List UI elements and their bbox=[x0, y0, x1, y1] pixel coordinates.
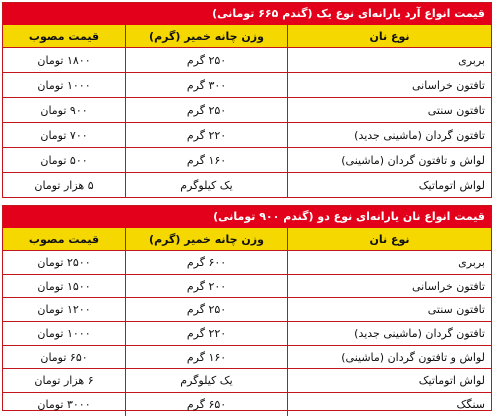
cell-dough-weight: یک کیلوگرم bbox=[125, 369, 287, 392]
header-dough-weight: وزن چانه خمیر (گرم) bbox=[125, 228, 287, 250]
table-title-text: قیمت انواع نان یارانه‌ای نوع دو (گندم ۹۰۰ تومانی) bbox=[213, 210, 485, 223]
cell-price: ۱۰۰۰ تومان bbox=[37, 326, 91, 340]
header-approved-price: قیمت مصوب bbox=[28, 232, 100, 246]
cell-dough-weight: ۶۵۰ گرم bbox=[125, 393, 287, 416]
table-row bbox=[3, 345, 491, 369]
cell-bread-type: بربری bbox=[287, 48, 491, 72]
cell-price: ۲۵۰۰ تومان bbox=[37, 255, 91, 269]
header-dough-weight: وزن چانه خمیر (گرم) bbox=[125, 25, 287, 47]
cell-dough-weight: ۲۵۰ گرم bbox=[125, 298, 287, 321]
cell-dough-weight: یک کیلوگرم bbox=[125, 173, 287, 197]
cell-bread-type: تافتون خراسانی bbox=[287, 275, 491, 298]
table-title bbox=[3, 3, 491, 25]
table-header-row bbox=[3, 228, 491, 250]
cell-dough-weight: ۱۶۰ گرم bbox=[125, 346, 287, 369]
table-row bbox=[3, 250, 491, 274]
cell-price: ۱۰۰۰ تومان bbox=[37, 78, 91, 92]
bread-price-table-type-two bbox=[2, 205, 492, 411]
cell-price: ۹۰۰ تومان bbox=[40, 103, 88, 117]
cell-dough-weight: ۲۵۰ گرم bbox=[125, 48, 287, 72]
cell-bread-type: سنگک bbox=[287, 393, 491, 416]
cell-dough-weight: ۱۶۰ گرم bbox=[125, 148, 287, 172]
table-row bbox=[3, 97, 491, 122]
cell-bread-type: لواش اتوماتیک bbox=[287, 173, 491, 197]
cell-bread-type: تافتون گردان (ماشینی جدید) bbox=[287, 322, 491, 345]
table-row bbox=[3, 321, 491, 345]
cell-price: ۱۲۰۰ تومان bbox=[37, 303, 91, 317]
cell-price: ۶ هزار تومان bbox=[34, 374, 94, 388]
cell-bread-type: لواش اتوماتیک bbox=[287, 369, 491, 392]
cell-bread-type: تافتون سنتی bbox=[287, 298, 491, 321]
header-bread-type: نوع نان bbox=[287, 228, 491, 250]
cell-dough-weight: ۲۰۰ گرم bbox=[125, 275, 287, 298]
cell-bread-type: لواش و تافتون گردان (ماشینی) bbox=[287, 148, 491, 172]
cell-price: ۵ هزار تومان bbox=[34, 178, 94, 192]
cell-dough-weight: ۶۰۰ گرم bbox=[125, 251, 287, 274]
table-title bbox=[3, 206, 491, 228]
header-approved-price: قیمت مصوب bbox=[28, 29, 100, 43]
table-row bbox=[3, 147, 491, 172]
cell-price: ۷۰۰ تومان bbox=[40, 128, 88, 142]
cell-bread-type: بربری bbox=[287, 251, 491, 274]
cell-price: ۱۸۰۰ تومان bbox=[37, 53, 91, 67]
cell-bread-type: تافتون گردان (ماشینی جدید) bbox=[287, 123, 491, 147]
header-bread-type: نوع نان bbox=[287, 25, 491, 47]
cell-bread-type: تافتون سنتی bbox=[287, 98, 491, 122]
cell-dough-weight: ۲۵۰ گرم bbox=[125, 98, 287, 122]
cell-price: ۱۵۰۰ تومان bbox=[37, 279, 91, 293]
cell-price: ۵۰۰ تومان bbox=[40, 153, 88, 167]
bread-price-table-type-one bbox=[2, 2, 492, 198]
table-row bbox=[3, 47, 491, 72]
table-row bbox=[3, 122, 491, 147]
cell-dough-weight: ۲۲۰ گرم bbox=[125, 123, 287, 147]
table-row bbox=[3, 392, 491, 416]
table-title-text: قیمت انواع آرد یارانه‌ای نوع یک (گندم ۶۶۵ تومانی) bbox=[212, 7, 485, 20]
table-row bbox=[3, 72, 491, 97]
table-row bbox=[3, 274, 491, 298]
cell-bread-type: تافتون خراسانی bbox=[287, 73, 491, 97]
cell-price: ۳۰۰۰ تومان bbox=[37, 397, 91, 411]
cell-dough-weight: ۲۲۰ گرم bbox=[125, 322, 287, 345]
cell-dough-weight: ۳۰۰ گرم bbox=[125, 73, 287, 97]
cell-price: ۶۵۰ تومان bbox=[40, 350, 88, 364]
table-header-row bbox=[3, 25, 491, 47]
cell-bread-type: لواش و تافتون گردان (ماشینی) bbox=[287, 346, 491, 369]
table-row bbox=[3, 172, 491, 197]
table-row bbox=[3, 368, 491, 392]
table-row bbox=[3, 297, 491, 321]
